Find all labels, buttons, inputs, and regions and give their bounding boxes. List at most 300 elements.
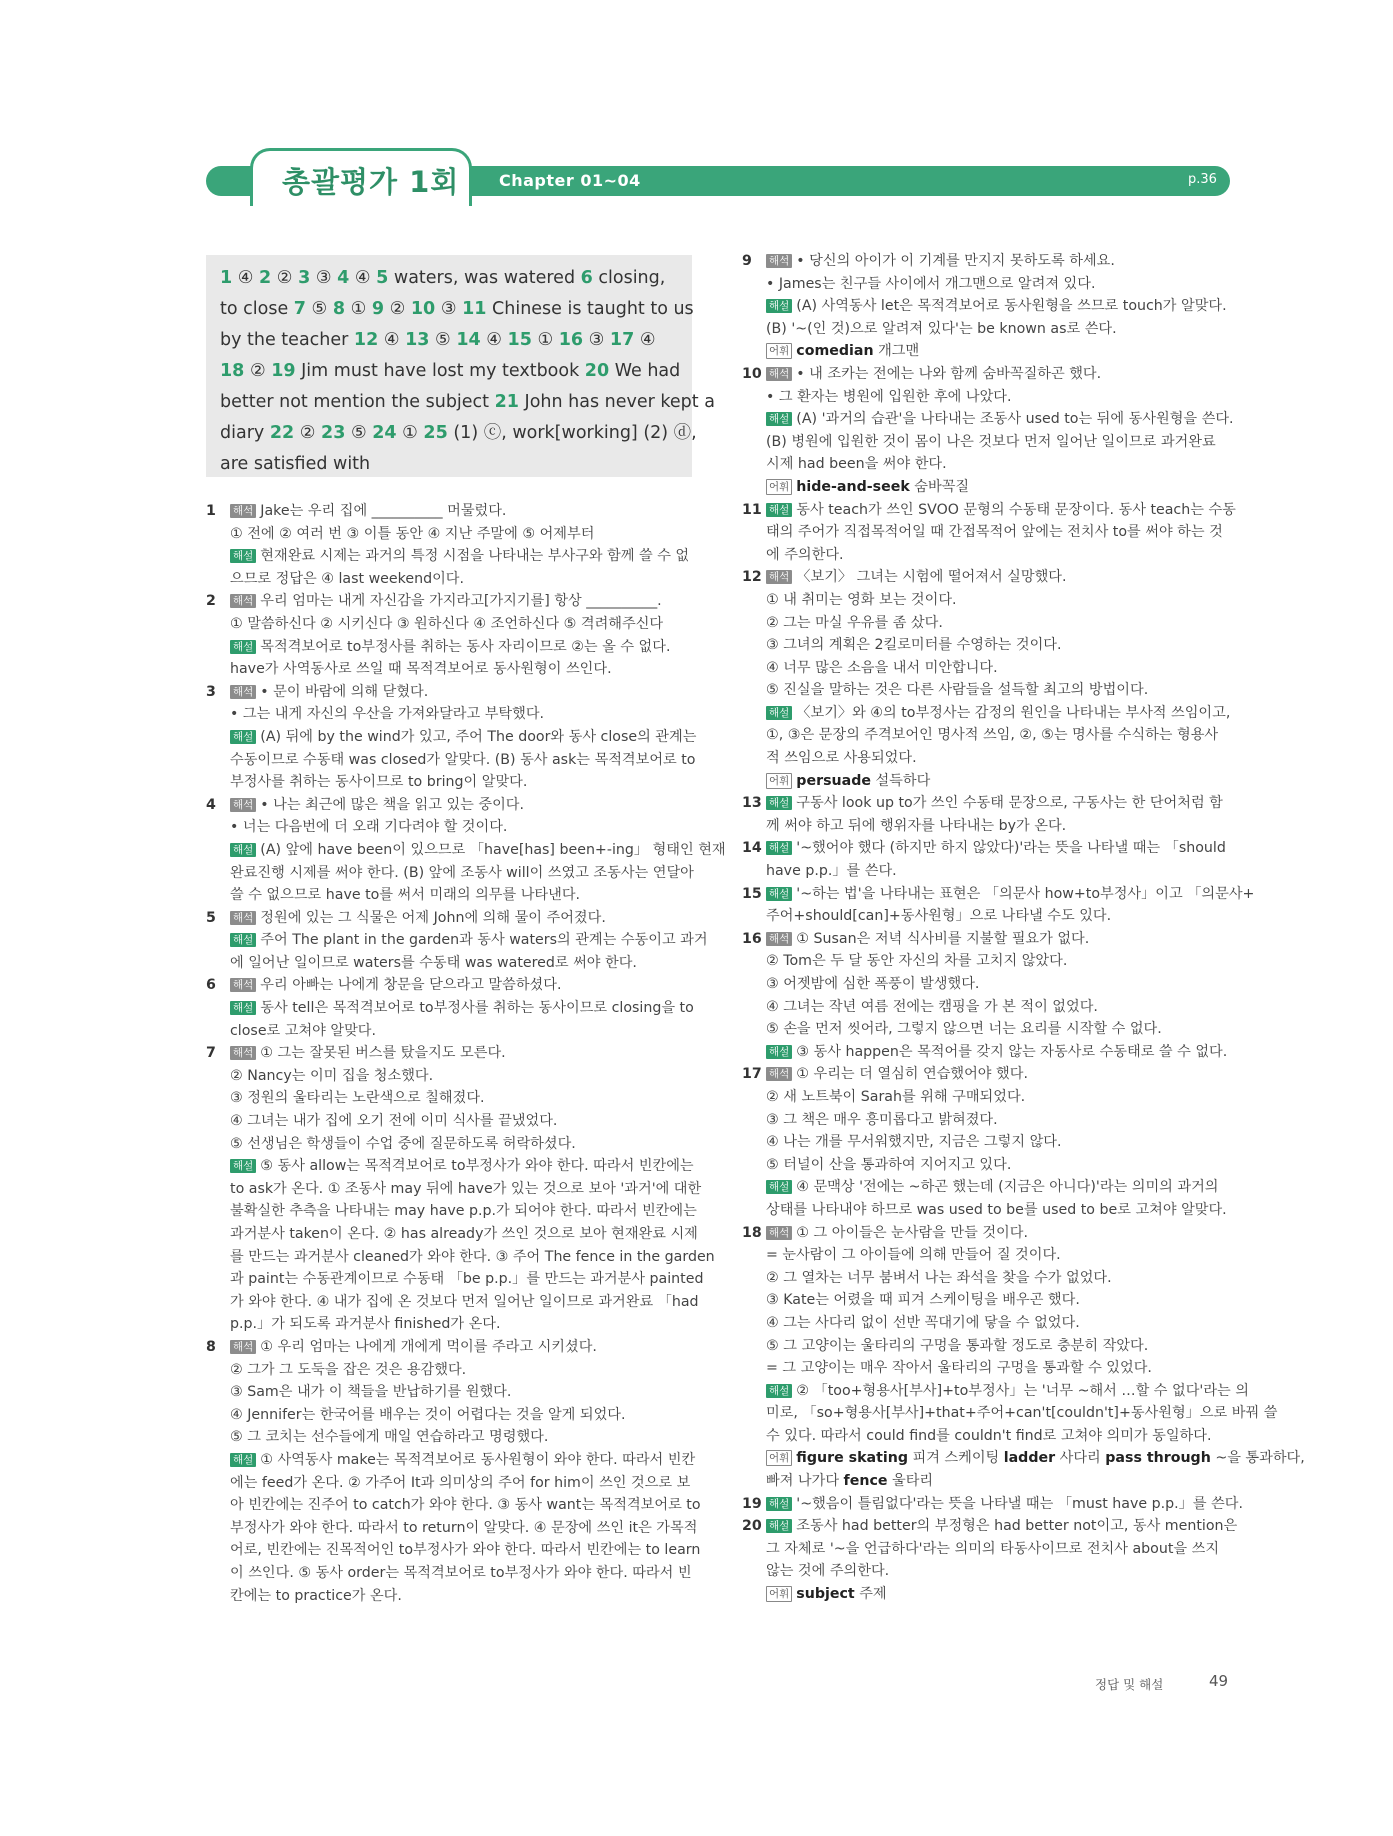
explanation-text: 과거분사 taken이 온다. ② has already가 쓰인 것으로 보아 현재완료 시제 — [230, 1226, 698, 1242]
explanation-tag: 해설 — [230, 1001, 256, 1015]
answer-number: 16 — [558, 330, 584, 350]
explanation-line — [230, 884, 692, 907]
explanation-tag: 해설 — [766, 887, 792, 901]
answer-text: ⑤ — [435, 330, 457, 350]
translation-tag: 해석 — [766, 1067, 792, 1081]
explanation-line — [766, 679, 1228, 702]
explanation-text: 과 paint는 수동관계이므로 수동태 「be p.p.」를 만드는 과거분사 painted — [230, 1271, 704, 1288]
question-number: 4 — [206, 796, 216, 813]
question-explanation — [742, 1063, 1228, 1221]
answer-text: ② — [276, 268, 299, 288]
explanation-line — [230, 1517, 698, 1540]
question-explanation — [206, 681, 697, 794]
answer-text: (1) ⓒ, work[working] (2) ⓓ, — [453, 423, 697, 443]
explanation-line — [766, 318, 1228, 341]
translation-tag: 해석 — [230, 685, 256, 699]
answer-number: 4 — [337, 268, 350, 288]
explanation-line — [766, 250, 1228, 273]
answer-text: by the teacher — [220, 330, 354, 350]
answer-text: ① — [402, 423, 424, 443]
explanation-text: 으므로 정답은 ④ last weekend이다. — [230, 570, 464, 587]
question-number: 2 — [206, 593, 216, 610]
chapter-range: Chapter 01~04 — [499, 171, 641, 190]
question-number: 3 — [206, 683, 216, 700]
explanation-text: 어로, 빈칸에는 진목적어인 to부정사가 와야 한다. 따라서 빈칸에는 to learn — [230, 1542, 701, 1559]
explanation-text: ② 그 열차는 너무 붐벼서 나는 좌석을 찾을 수가 없었다. — [766, 1269, 1112, 1286]
question-number: 10 — [742, 365, 762, 382]
explanation-line — [230, 590, 692, 613]
explanation-line — [766, 634, 1228, 657]
explanation-text: 동사 teach가 쓰인 SVOO 문형의 수동태 문장이다. 동사 teach는 수동 — [796, 501, 1236, 518]
explanation-text: '~했음이 틀림없다'라는 뜻을 나타낼 때는 「must have p.p.」를 쓴다. — [796, 1495, 1243, 1512]
explanation-text: ④ 너무 많은 소음을 내서 미안합니다. — [766, 659, 998, 676]
question-number: 12 — [742, 569, 762, 586]
explanation-text: 수동이므로 수동태 was closed가 알맞다. (B) 동사 ask는 목적격보어로 to — [230, 751, 696, 768]
answer-number: 15 — [507, 330, 532, 350]
answer-text: diary — [220, 423, 270, 443]
explanation-line — [766, 612, 1228, 635]
explanation-text: (B) '~(인 것)으로 알려져 있다'는 be known as로 쓴다. — [766, 320, 1117, 337]
question-explanation — [206, 500, 692, 590]
question-explanation — [742, 499, 1236, 567]
answer-text: better not mention the subject — [220, 392, 495, 412]
answer-number: 10 — [410, 299, 436, 319]
explanation-line — [230, 839, 726, 862]
explanation-line — [230, 1585, 692, 1608]
explanation-text: Jake는 우리 집에 __________ 머물렀다. — [260, 503, 507, 519]
explanations-left-column — [206, 500, 726, 1607]
explanation-text: 우리 엄마는 내게 자신감을 가지라고[가지기를] 항상 __________. — [260, 593, 662, 610]
answer-number: 21 — [494, 392, 519, 412]
explanation-line — [766, 1109, 1228, 1132]
explanation-line — [766, 386, 1228, 409]
explanation-line — [230, 545, 692, 568]
explanation-line — [766, 1176, 1228, 1199]
explanation-tag: 해설 — [230, 933, 256, 947]
explanation-text: ④ 그는 사다리 없이 선반 꼭대기에 닿을 수 없었다. — [766, 1314, 1080, 1331]
explanation-text: ② 새 노트북이 Sarah를 위해 구매되었다. — [766, 1088, 1026, 1105]
explanation-tag: 해설 — [766, 412, 792, 426]
explanation-text: 동사 tell은 목적격보어로 to부정사를 취하는 동사이므로 closing을 to — [260, 1000, 694, 1017]
explanation-line — [766, 724, 1228, 747]
translation-tag: 해석 — [230, 1046, 256, 1060]
question-explanation — [742, 1493, 1243, 1516]
explanation-text: 적 쓰임으로 사용되었다. — [766, 750, 917, 767]
explanation-text: ④ 문맥상 '전에는 ~하곤 했는데 (지금은 아니다)'라는 의미의 과거의 — [796, 1179, 1219, 1196]
explanation-text: ⑤ 손을 먼저 씻어라, 그렇지 않으면 너는 요리를 시작할 수 없다. — [766, 1021, 1162, 1038]
question-number: 18 — [742, 1224, 762, 1241]
question-number: 9 — [742, 253, 752, 269]
explanation-tag: 해설 — [766, 1045, 792, 1059]
explanation-line — [766, 1515, 1238, 1538]
explanation-text: to ask가 온다. ① 조동사 may 뒤에 have가 있는 것으로 보아 '과거'에 대한 — [230, 1180, 702, 1197]
explanation-tag: 해설 — [230, 1159, 256, 1173]
explanation-line — [230, 816, 692, 839]
explanation-line — [766, 1222, 1228, 1245]
explanation-text: ③ Kate는 어렸을 때 피겨 스케이팅을 배우곤 했다. — [766, 1292, 1080, 1309]
explanation-line — [766, 1560, 1228, 1583]
answer-text: Chinese is taught to us — [492, 299, 694, 319]
page-title: 총괄평가 1회 — [282, 165, 460, 199]
vocabulary-word: comedian — [796, 343, 874, 360]
answer-text: waters, was watered — [393, 268, 581, 288]
explanation-line — [766, 973, 1228, 996]
explanation-line — [230, 658, 692, 681]
explanation-tag: 해설 — [766, 841, 792, 855]
question-explanation — [742, 837, 1228, 882]
explanation-line — [230, 1110, 692, 1133]
explanation-text: ② 「too+형용사[부사]+to부정사」는 '너무 ~해서 …할 수 없다'라는 의 — [796, 1382, 1249, 1399]
answer-text: John has never kept a — [524, 392, 715, 412]
explanation-text: 우리 아빠는 나에게 창문을 닫으라고 말씀하셨다. — [260, 977, 562, 994]
answer-number: 14 — [456, 330, 481, 350]
explanation-tag: 해설 — [766, 796, 792, 810]
explanation-line — [766, 1018, 1228, 1041]
answer-number: 20 — [584, 361, 610, 381]
explanation-line — [230, 907, 692, 930]
explanation-text: ① 말씀하신다 ② 시키신다 ③ 원하신다 ④ 조언하신다 ⑤ 격려해주신다 — [230, 615, 664, 632]
explanation-line — [766, 1154, 1228, 1177]
answer-number: 11 — [462, 299, 487, 319]
explanation-text: • 너는 다음번에 더 오래 기다려야 할 것이다. — [230, 819, 508, 836]
explanation-line — [230, 613, 692, 636]
explanation-text: (B) 병원에 입원한 것이 몸이 나은 것보다 먼저 일어난 일이므로 과거완료 — [766, 433, 1216, 450]
explanation-text: ③ 정원의 울타리는 노란색으로 칠해졌다. — [230, 1090, 485, 1107]
question-number: 6 — [206, 977, 216, 994]
explanation-text: 미로, 「so+형용사[부사]+that+주어+can't[couldn't]+동사원형」으로 바꿔 쓸 — [766, 1405, 1278, 1422]
question-explanation — [206, 1336, 701, 1607]
explanation-text: ⑤ 그 고양이는 울타리의 구멍을 통과할 정도로 충분히 작았다. — [766, 1337, 1149, 1354]
explanation-tag: 해설 — [766, 1519, 792, 1533]
answer-text: We had — [614, 361, 681, 381]
question-explanation — [742, 883, 1255, 928]
answer-text: ① — [350, 299, 372, 319]
explanation-text: ④ 그녀는 작년 여름 전에는 캠핑을 가 본 적이 없었다. — [766, 998, 1098, 1015]
explanation-line — [230, 974, 692, 997]
answer-number: 23 — [321, 423, 346, 443]
explanation-text: p.p.」가 되도록 과거분사 finished가 온다. — [230, 1316, 501, 1333]
explanation-line — [766, 1357, 1228, 1380]
explanation-line — [230, 1223, 698, 1246]
explanation-text: 가 와야 한다. ④ 내가 집에 온 것보다 먼저 일어난 일이므로 과거완료 「had — [230, 1293, 699, 1310]
explanation-line — [766, 1493, 1243, 1516]
explanation-line — [766, 273, 1228, 296]
explanation-line — [230, 1539, 701, 1562]
explanation-line — [230, 681, 692, 704]
question-explanation — [206, 590, 692, 680]
explanation-line — [766, 996, 1228, 1019]
answer-number: 12 — [353, 330, 379, 350]
question-explanation — [742, 566, 1231, 792]
explanation-text: 울타리 — [887, 1473, 934, 1490]
explanation-line — [230, 1155, 692, 1178]
explanation-text: • 내 조카는 전에는 나와 함께 숨바꼭질하곤 했다. — [796, 365, 1102, 382]
explanation-line — [766, 1086, 1228, 1109]
explanation-line — [766, 1335, 1228, 1358]
explanation-text: 조동사 had better의 부정형은 had better not이고, 동사 mention은 — [796, 1518, 1238, 1535]
explanation-line — [766, 1289, 1228, 1312]
explanation-line — [230, 1313, 692, 1336]
answer-line — [220, 325, 678, 356]
explanation-line — [230, 952, 692, 975]
explanation-text: (A) 앞에 have been이 있으므로 「have[has] been+-ing」 형태인 현재 — [260, 841, 726, 858]
explanation-line — [230, 1359, 692, 1382]
answer-text: ⑤ — [311, 299, 333, 319]
question-explanation — [742, 1515, 1238, 1605]
explanation-text: 에 주의한다. — [766, 546, 844, 563]
question-number: 16 — [742, 930, 762, 947]
vocabulary-tag: 어휘 — [766, 1450, 792, 1466]
answer-number: 13 — [405, 330, 430, 350]
explanation-line — [766, 1402, 1278, 1425]
explanation-text: have p.p.」를 쓴다. — [766, 863, 897, 880]
explanation-line — [230, 1178, 702, 1201]
explanation-line — [766, 1131, 1228, 1154]
explanation-text: 개그맨 — [873, 343, 920, 360]
explanation-line — [230, 1133, 692, 1156]
vocabulary-word: subject — [796, 1586, 855, 1603]
vocabulary-tag: 어휘 — [766, 773, 792, 789]
answer-summary-box — [206, 255, 715, 477]
explanation-text: ① 내 취미는 영화 보는 것이다. — [766, 591, 957, 608]
explanation-text: 에는 feed가 온다. ② 가주어 It과 의미상의 주어 for him이 쓰인 것으로 보 — [230, 1474, 691, 1491]
explanation-line — [766, 860, 1228, 883]
explanation-text: (A) '과거의 습관'을 나타내는 조동사 used to는 뒤에 동사원형을 쓴다. — [796, 411, 1234, 428]
answer-number: 1 — [220, 268, 233, 288]
page-number: 49 — [1209, 1672, 1229, 1690]
explanation-line — [766, 1244, 1228, 1267]
explanation-text: 빠져 나가다 — [766, 1473, 844, 1490]
explanation-line — [766, 702, 1231, 725]
explanation-line — [230, 703, 692, 726]
answer-text: ③ — [315, 268, 338, 288]
explanation-text: ③ 그녀의 계획은 2킬로미터를 수영하는 것이다. — [766, 637, 1062, 654]
answer-number: 8 — [332, 299, 345, 319]
explanation-text: • 문이 바람에 의해 닫혔다. — [260, 683, 429, 700]
explanation-line — [230, 1291, 699, 1314]
answer-number: 25 — [423, 423, 448, 443]
explanation-text: 숨바꼭질 — [909, 478, 970, 495]
answer-number: 24 — [372, 423, 397, 443]
explanation-text: • 그 환자는 병원에 입원한 후에 나았다. — [766, 388, 1012, 405]
explanation-line — [230, 726, 697, 749]
explanation-line — [766, 1267, 1228, 1290]
explanation-text: ② Nancy는 이미 집을 청소했다. — [230, 1067, 434, 1084]
vocabulary-word: fence — [843, 1473, 888, 1490]
explanation-tag: 해설 — [230, 640, 256, 654]
explanation-line — [230, 997, 692, 1020]
explanation-line — [766, 1063, 1228, 1086]
question-number: 14 — [742, 840, 762, 857]
explanation-line — [766, 340, 1228, 363]
explanation-text: = 그 고양이는 매우 작아서 울타리의 구멍을 통과할 수 있었다. — [766, 1360, 1152, 1377]
explanation-tag: 해설 — [230, 1453, 256, 1467]
explanation-line — [766, 499, 1236, 522]
question-explanation — [742, 928, 1228, 1064]
explanation-text: ~을 통과하다, — [1210, 1450, 1305, 1467]
explanation-line — [230, 1562, 692, 1585]
explanation-line — [766, 837, 1228, 860]
question-number: 13 — [742, 795, 762, 812]
explanation-line — [230, 523, 692, 546]
question-explanation — [742, 1222, 1305, 1493]
explanation-tag: 해설 — [230, 730, 256, 744]
explanation-text: 상태를 나타내야 하므로 was used to be를 used to be로 고쳐야 알맞다. — [766, 1201, 1227, 1218]
explanation-line — [230, 1246, 715, 1269]
explanation-text: 구동사 look up to가 쓰인 수동태 문장으로, 구동사는 한 단어처럼 함 — [796, 795, 1223, 812]
explanation-text: ① 사역동사 make는 목적격보어로 동사원형이 와야 한다. 따라서 빈칸 — [260, 1451, 696, 1468]
explanation-text: close로 고쳐야 알맞다. — [230, 1022, 377, 1039]
explanation-line — [766, 295, 1228, 318]
explanation-line — [766, 815, 1228, 838]
answer-text: are satisfied with — [220, 454, 371, 474]
explanation-text: • 나는 최근에 많은 책을 읽고 있는 중이다. — [260, 796, 525, 813]
explanation-text: = 눈사람이 그 아이들에 의해 만들어 질 것이다. — [766, 1247, 1061, 1264]
question-explanation — [206, 974, 692, 1042]
explanation-text: • James는 친구들 사이에서 개그맨으로 알려져 있다. — [766, 275, 1096, 292]
answer-number: 19 — [271, 361, 296, 381]
answer-text: ③ — [440, 299, 463, 319]
explanation-tag: 해설 — [766, 1497, 792, 1511]
explanation-line — [766, 1447, 1305, 1470]
explanation-text: have가 사역동사로 쓰일 때 목적격보어로 동사원형이 쓰인다. — [230, 661, 612, 678]
question-explanation — [206, 794, 726, 907]
explanation-line — [766, 1312, 1228, 1335]
translation-tag: 해석 — [766, 570, 792, 584]
answer-line — [220, 387, 715, 418]
footer-section-label: 정답 및 해설 — [1095, 1677, 1164, 1692]
explanation-line — [230, 636, 692, 659]
explanation-line — [230, 1336, 692, 1359]
answer-number: 17 — [609, 330, 635, 350]
explanation-text: (A) 뒤에 by the wind가 있고, 주어 The door와 동사 close의 관계는 — [260, 728, 697, 745]
answer-text: ④ — [486, 330, 508, 350]
explanation-text: 이 쓰인다. ⑤ 동사 order는 목적격보어로 to부정사가 와야 한다. 따라서 빈 — [230, 1564, 692, 1581]
answer-line — [220, 263, 678, 294]
question-number: 1 — [206, 503, 216, 519]
explanation-line — [766, 770, 1228, 793]
vocabulary-word: figure skating — [796, 1450, 908, 1467]
explanation-text: ② Tom은 두 달 동안 자신의 차를 고치지 않았다. — [766, 953, 1068, 970]
explanation-line — [766, 747, 1228, 770]
explanation-tag: 해설 — [766, 706, 792, 720]
explanation-text: (A) 사역동사 let은 목적격보어로 동사원형을 쓰므로 touch가 알맞다. — [796, 298, 1227, 315]
translation-tag: 해석 — [230, 1340, 256, 1354]
explanation-line — [766, 431, 1228, 454]
explanation-line — [766, 408, 1234, 431]
explanation-line — [766, 1425, 1228, 1448]
answer-line — [220, 418, 697, 449]
explanation-text: ① Susan은 저녁 식사비를 지불할 필요가 없다. — [796, 930, 1090, 947]
explanation-line — [230, 771, 692, 794]
translation-tag: 해석 — [230, 978, 256, 992]
explanation-line — [766, 521, 1228, 544]
explanation-line — [766, 589, 1228, 612]
explanation-line — [230, 1020, 692, 1043]
explanation-line — [230, 1449, 696, 1472]
explanation-line — [766, 1538, 1228, 1561]
explanation-text: 않는 것에 주의한다. — [766, 1563, 890, 1580]
answer-number: 9 — [371, 299, 385, 319]
question-number: 7 — [206, 1045, 216, 1062]
translation-tag: 해석 — [230, 798, 256, 812]
question-number: 20 — [742, 1518, 762, 1535]
explanation-text: ① 그 아이들은 눈사람을 만들 것이다. — [796, 1224, 1028, 1241]
explanation-text: ⑤ 진실을 말하는 것은 다른 사람들을 설득할 최고의 방법이다. — [766, 682, 1149, 699]
explanation-tag: 해설 — [230, 549, 256, 563]
answer-text: to close — [220, 299, 294, 319]
answer-text: ⑤ — [350, 423, 373, 443]
explanation-text: 부정사가 와야 한다. 따라서 to return이 알맞다. ④ 문장에 쓰인 it은 가목적 — [230, 1519, 698, 1536]
answer-line — [220, 294, 694, 325]
explanation-text: 목적격보어로 to부정사를 취하는 동사 자리이므로 ②는 올 수 없다. — [260, 638, 671, 655]
explanation-line — [230, 794, 692, 817]
explanation-text: 〈보기〉와 ④의 to부정사는 감정의 원인을 나타내는 부사적 쓰임이고, — [796, 704, 1231, 721]
explanation-text: ① 그는 잘못된 버스를 탔을지도 모른다. — [260, 1045, 506, 1062]
explanation-text: 피겨 스케이팅 — [907, 1450, 1004, 1467]
explanation-text: ⑤ 그 코치는 선수들에게 매일 연습하라고 명령했다. — [230, 1429, 549, 1446]
explanation-text: ④ 그녀는 내가 집에 오기 전에 이미 식사를 끝냈었다. — [230, 1113, 558, 1130]
explanation-tag: 해설 — [230, 843, 256, 857]
explanation-text: 아 빈칸에는 진주어 to catch가 와야 한다. ③ 동사 want는 목적격보어로 to — [230, 1497, 701, 1514]
explanation-tag: 해설 — [766, 503, 792, 517]
answer-line — [220, 449, 678, 480]
answer-text: ④ — [354, 268, 377, 288]
explanation-text: '~했어야 했다 (하지만 하지 않았다)'라는 뜻을 나타낼 때는 「should — [796, 840, 1226, 857]
explanation-text: 현재완료 시제는 과거의 특정 시점을 나타내는 부사구와 함께 쓸 수 없 — [260, 548, 690, 565]
vocabulary-word: ladder — [1003, 1450, 1056, 1467]
answer-text: ③ — [588, 330, 610, 350]
question-number: 19 — [742, 1495, 762, 1512]
explanation-line — [230, 1087, 692, 1110]
translation-tag: 해석 — [766, 254, 792, 268]
explanation-line — [766, 1380, 1249, 1403]
answer-number: 2 — [259, 268, 272, 288]
explanation-text: ③ 어젯밤에 심한 폭풍이 발생했다. — [766, 976, 980, 992]
explanation-line — [766, 1583, 1228, 1606]
explanation-text: 주어 The plant in the garden과 동사 waters의 관계는 수동이고 과거 — [260, 932, 708, 949]
answer-number: 22 — [269, 423, 295, 443]
explanation-line — [766, 453, 1228, 476]
explanation-text: ①, ③은 문장의 주격보어인 명사적 쓰임, ②, ⑤는 명사를 수식하는 형용사 — [766, 727, 1219, 744]
translation-tag: 해석 — [766, 932, 792, 946]
explanation-line — [230, 862, 692, 885]
answer-number: 18 — [220, 361, 245, 381]
explanation-line — [230, 1065, 692, 1088]
explanation-text: 정원에 있는 그 식물은 어제 John에 의해 물이 주어졌다. — [260, 909, 606, 926]
explanation-text: ⑤ 선생님은 학생들이 수업 중에 질문하도록 허락하셨다. — [230, 1135, 576, 1152]
page-reference: p.36 — [1188, 172, 1217, 187]
explanation-text: 께 써야 하고 뒤에 행위자를 나타내는 by가 온다. — [766, 817, 1067, 834]
explanation-text: ① 우리 엄마는 나에게 개에게 먹이를 주라고 시키셨다. — [260, 1338, 597, 1355]
vocabulary-tag: 어휘 — [766, 479, 792, 495]
explanation-text: • 당신의 아이가 이 기계를 만지지 못하도록 하세요. — [796, 253, 1115, 269]
explanation-line — [766, 883, 1255, 906]
explanation-line — [230, 1268, 704, 1291]
answer-text: ④ — [383, 330, 406, 350]
explanation-line — [230, 1494, 701, 1517]
explanation-text: 쓸 수 없으므로 have to를 써서 미래의 의무를 나타낸다. — [230, 887, 581, 904]
vocabulary-word: pass through — [1105, 1450, 1211, 1467]
answer-number: 3 — [298, 268, 311, 288]
question-explanation — [206, 1042, 715, 1336]
explanation-text: 수 있다. 따라서 could find를 couldn't find로 고쳐야 의미가 동일하다. — [766, 1427, 1212, 1444]
explanation-line — [230, 568, 692, 591]
explanation-tag: 해설 — [766, 1384, 792, 1398]
question-explanation — [742, 363, 1234, 499]
answer-text: ④ — [237, 268, 260, 288]
explanation-text: ① 전에 ② 여러 번 ③ 이틀 동안 ④ 지난 주말에 ⑤ 어제부터 — [230, 525, 595, 542]
